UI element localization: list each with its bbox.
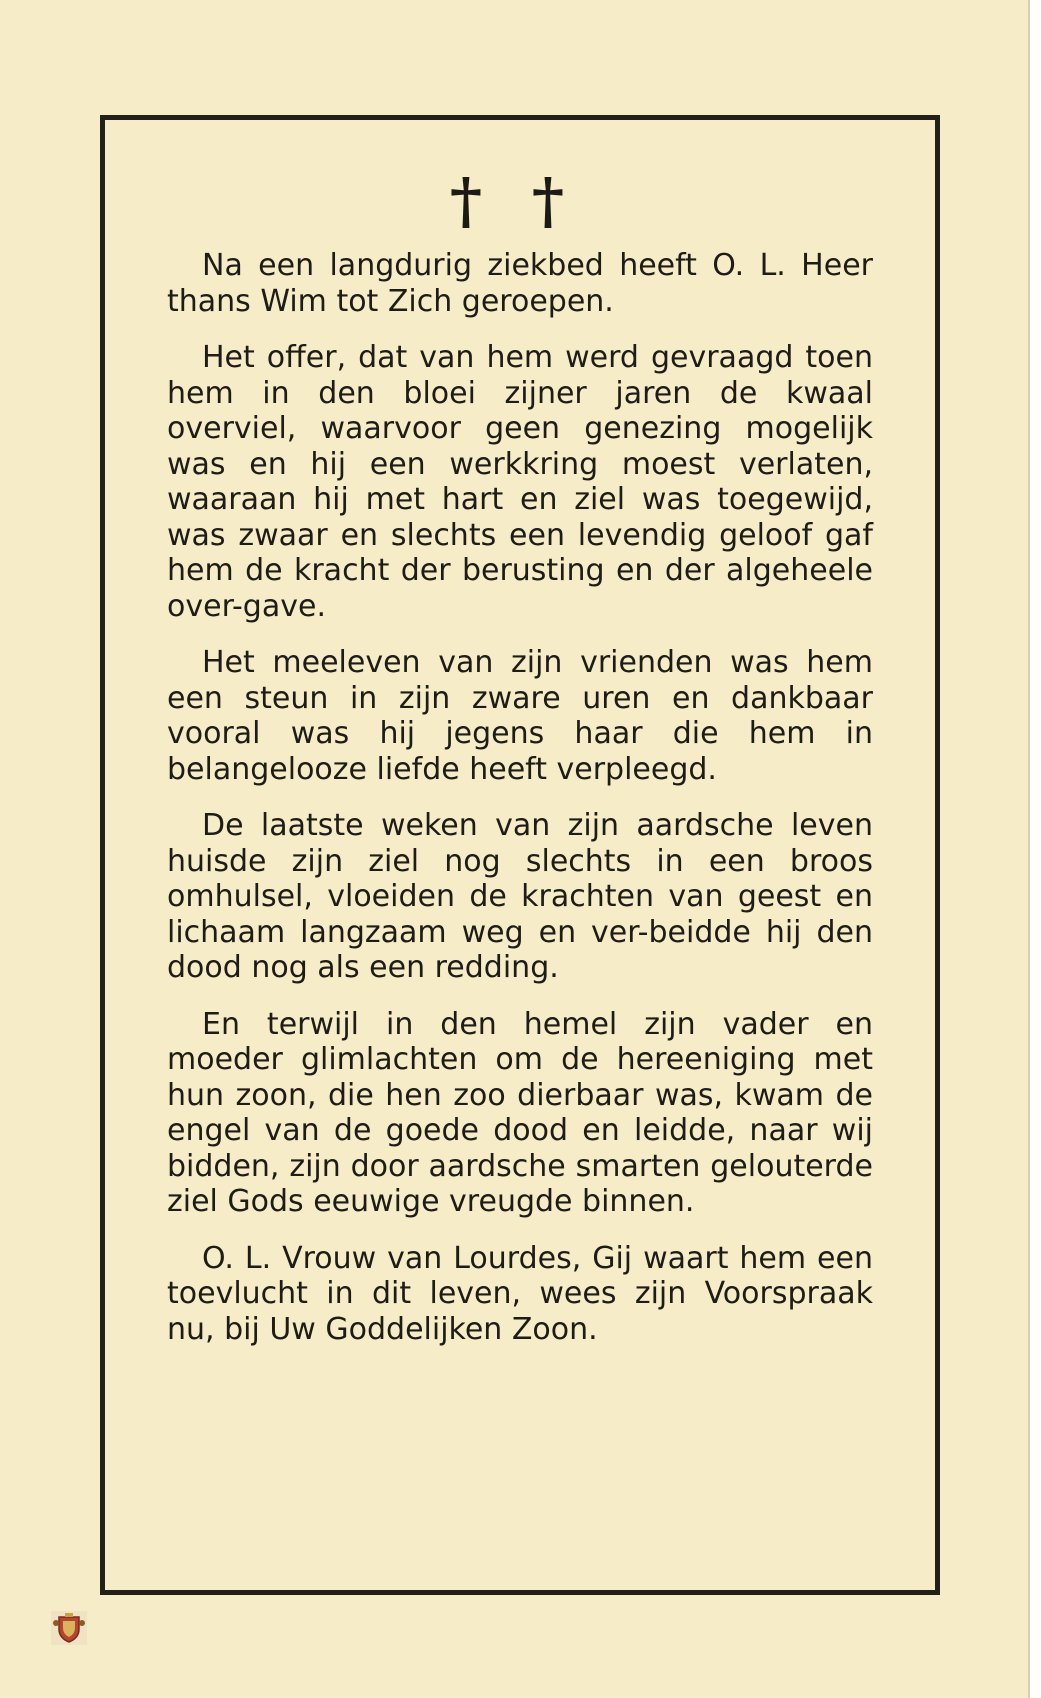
paragraph-1: Na een langdurig ziekbed heeft O. L. Heer thans Wim tot Zich geroepen.: [167, 248, 873, 319]
paragraph-3: Het meeleven van zijn vrienden was hem een steun in zijn zware uren en dankbaar vooral was hij jegens haar die hem in belangelooze liefde heeft verpleegd.: [167, 645, 873, 787]
card-text: [167, 248, 873, 1368]
double-cross-icon: † †: [449, 164, 579, 237]
paragraph-5: En terwijl in den hemel zijn vader en moeder glimlachten om de hereeniging met hun zoon, die hen zoo dierbaar was, kwam de engel van de goede dood en leidde, naar wij bidden, zijn door aardsche smarten gelouterde ziel Gods eeuwige vreugde binnen.: [167, 1006, 873, 1219]
paragraph-2: Het offer, dat van hem werd gevraagd toen hem in den bloei zijner jaren de kwaal overviel, waarvoor geen genezing mogelijk was en hij een werkkring moest verlaten, waaraan hij met hart en ziel was toegewijd, was zwaar en slechts een levendig geloof gaf hem de kracht der berusting en der algeheele over-gave.: [167, 340, 873, 624]
coat-of-arms-logo-icon: [51, 1611, 87, 1645]
paragraph-4: De laatste weken van zijn aardsche leven huisde zijn ziel nog slechts in een broos omhulsel, vloeiden de krachten van geest en lichaam langzaam weg en ver-beidde hij den dood nog als een redding.: [167, 808, 873, 985]
paragraph-6: O. L. Vrouw van Lourdes, Gij waart hem een toevlucht in dit leven, wees zijn Voorspraak nu, bij Uw Goddelijken Zoon.: [167, 1240, 873, 1347]
